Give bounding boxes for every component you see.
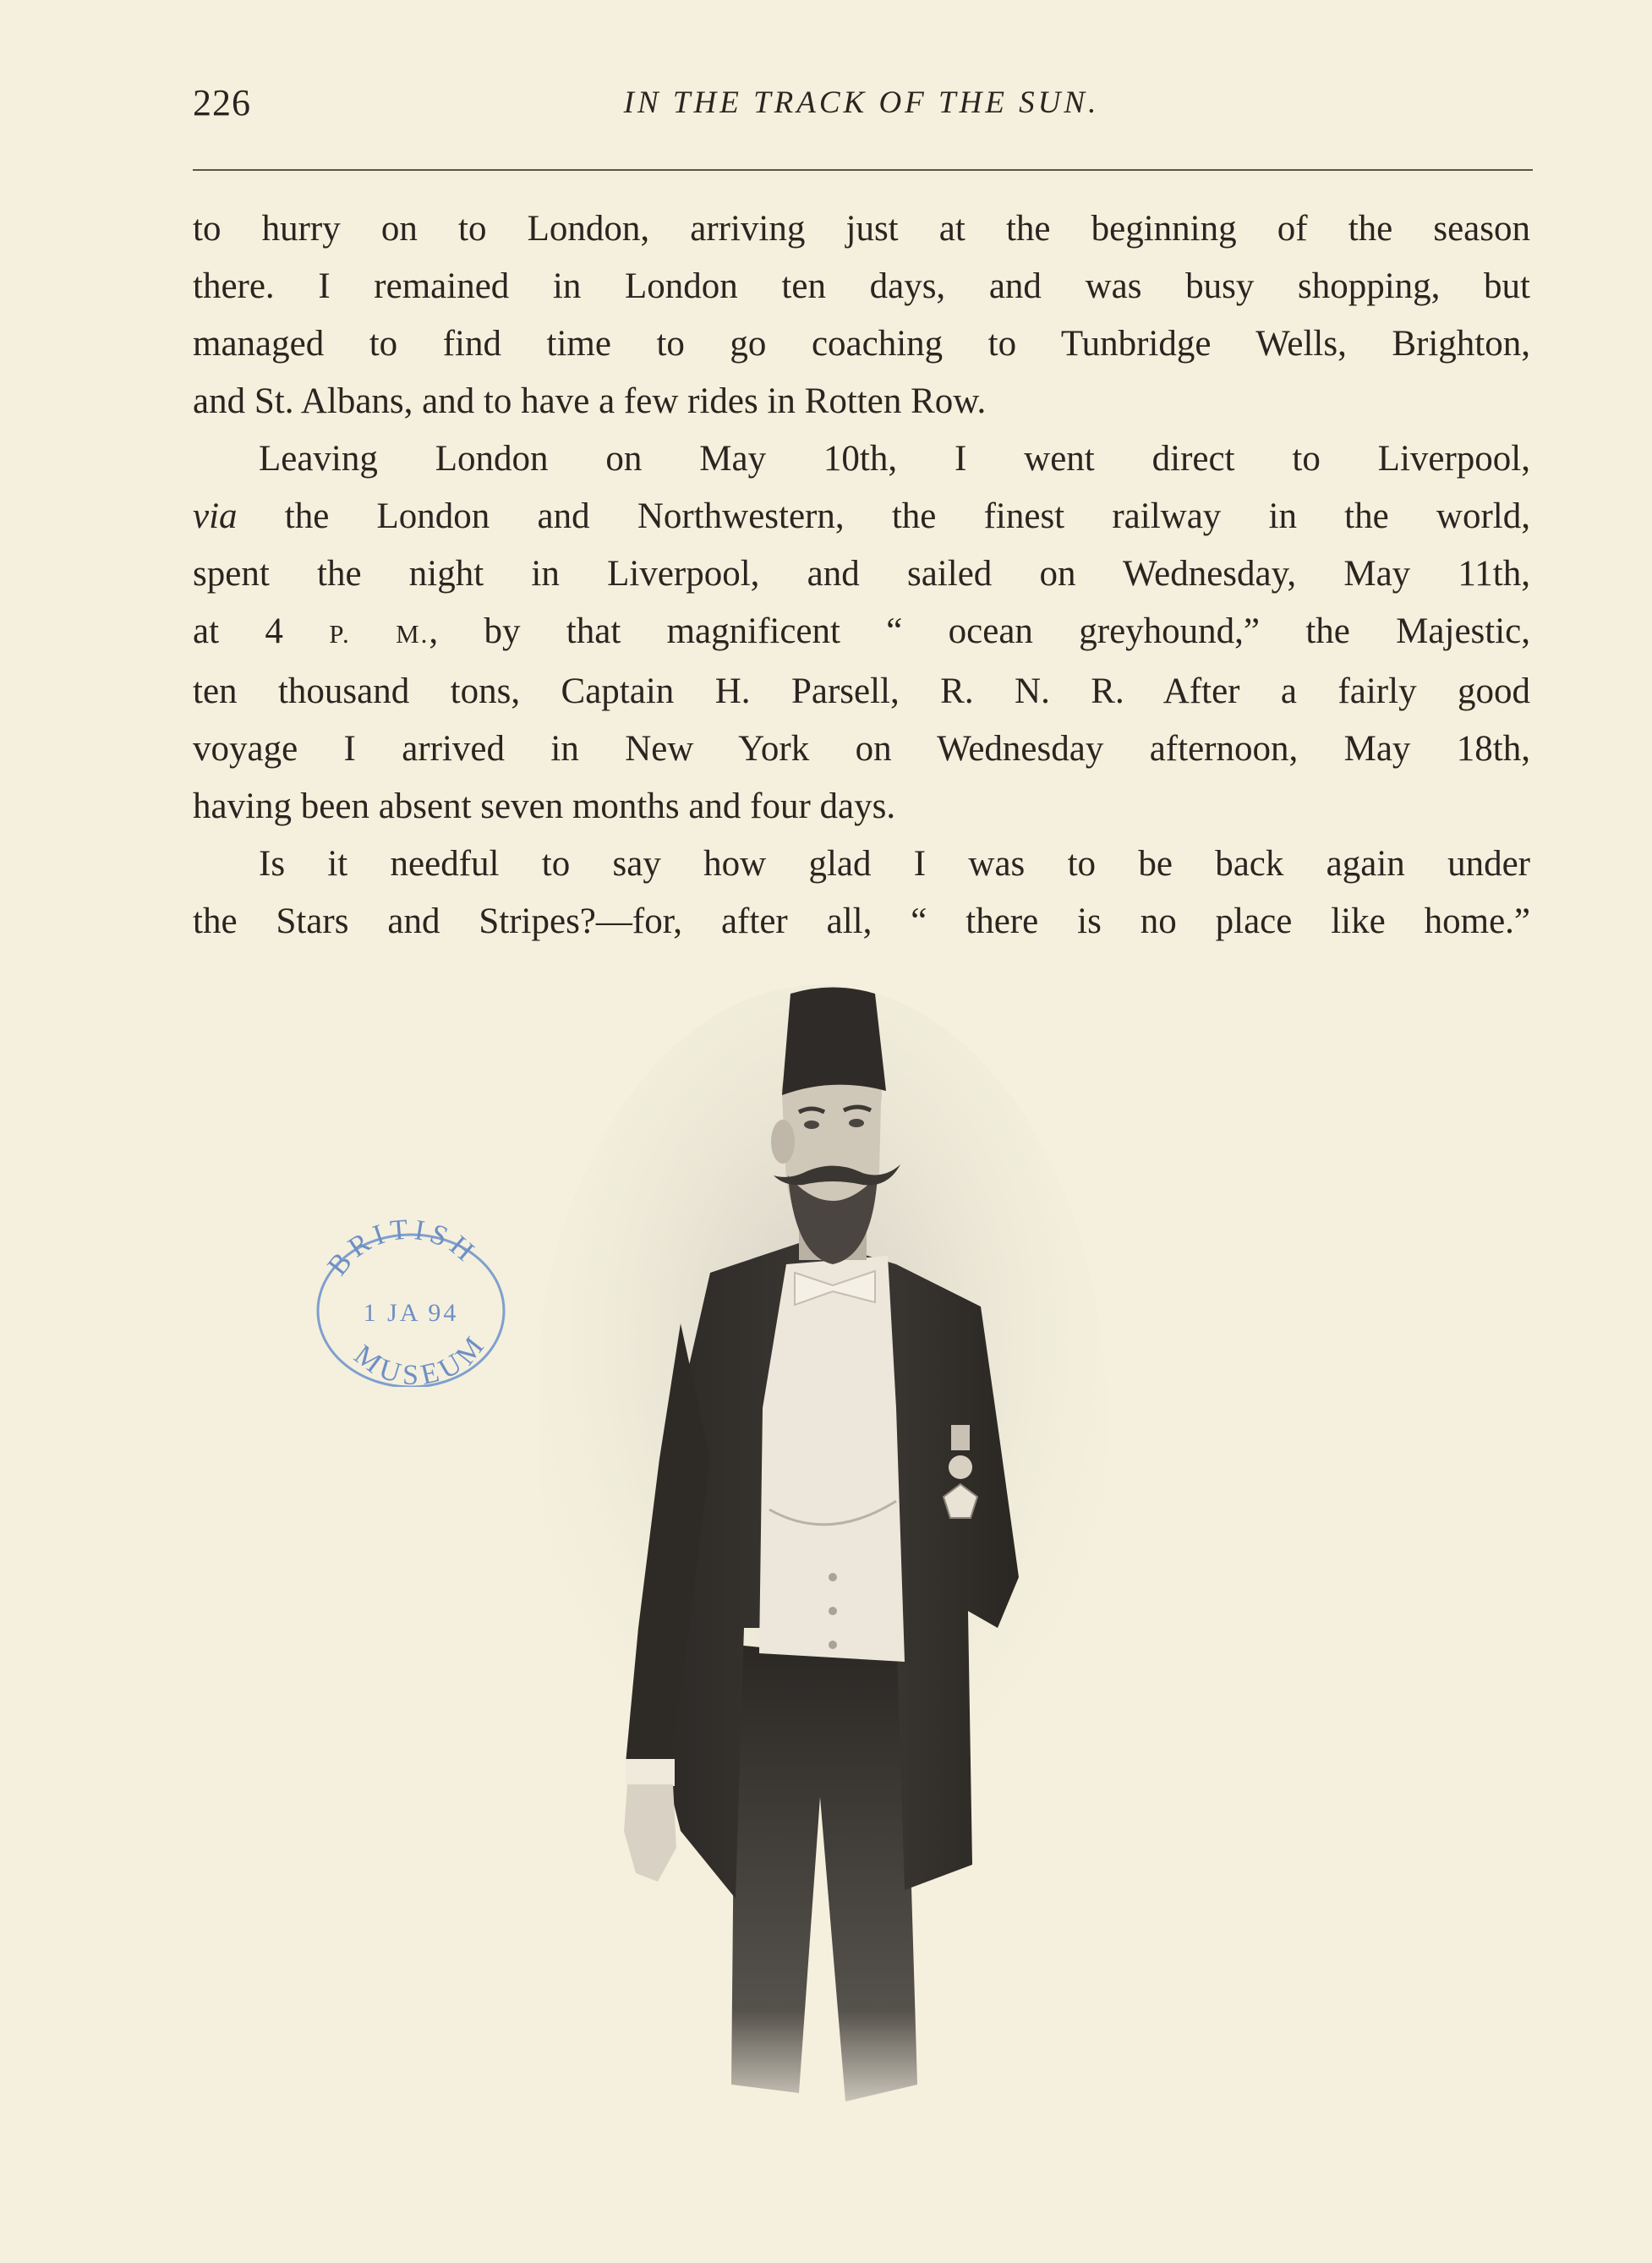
white-waistcoat [759, 1256, 905, 1662]
eye [849, 1119, 864, 1127]
hand [624, 1784, 676, 1882]
text-line: the Stars and Stripes?—for, after all, “ there is no place like home.” [193, 901, 1530, 941]
shirt-cuff [626, 1759, 675, 1786]
text-line: managed to find time to go coaching to Tunbridge Wells, Brighton, [193, 324, 1530, 364]
waistcoat-button [829, 1573, 837, 1581]
text-line: having been absent seven months and four days. [193, 786, 896, 826]
medal [949, 1455, 972, 1479]
stamp-top-text: BRITISH [321, 1218, 484, 1282]
page-number: 226 [193, 82, 251, 123]
stamp-bottom-text: MUSEUM [347, 1327, 494, 1387]
fez [782, 988, 886, 1096]
portrait-photograph [541, 985, 1150, 2144]
paragraph-1 [193, 200, 1530, 430]
library-stamp [311, 1218, 506, 1387]
text-line: voyage I arrived in New York on Wednesday afternoon, May 18th, [193, 729, 1530, 769]
text-line: to hurry on to London, arriving just at the beginning of the season [193, 209, 1530, 249]
italic-via: via [193, 496, 238, 536]
text-line: Leaving London on May 10th, I went direct to Liverpool, [259, 439, 1530, 479]
running-title: IN THE TRACK OF THE SUN. [623, 85, 1100, 120]
header-rule [193, 169, 1533, 171]
medal-ribbon [951, 1425, 970, 1450]
eye [804, 1121, 819, 1129]
text-line [193, 488, 1530, 545]
paragraph-2 [193, 430, 1530, 836]
trousers [731, 1645, 917, 2101]
waistcoat-button [829, 1607, 837, 1615]
text-line: there. I remained in London ten days, and was busy shopping, but [193, 266, 1530, 306]
text-line: and St. Albans, and to have a few rides in Rotten Row. [193, 381, 987, 421]
text-run: at 4 [193, 611, 330, 651]
text-run: , by that magnificent “ ocean greyhound,” the Majestic, [429, 611, 1530, 651]
body-text [193, 200, 1530, 951]
paragraph-3 [193, 836, 1530, 951]
stamp-date: 1 JA 94 [363, 1299, 459, 1327]
text-line: spent the night in Liverpool, and sailed on Wednesday, May 11th, [193, 554, 1530, 594]
running-head [193, 81, 1530, 132]
small-caps-pm: P. M. [329, 619, 429, 649]
text-line: Is it needful to say how glad I was to be back again under [259, 844, 1530, 884]
ear [771, 1120, 795, 1164]
waistcoat-button [829, 1641, 837, 1649]
text-line [193, 603, 1530, 663]
text-run: the London and Northwestern, the finest railway in the world, [237, 496, 1530, 536]
text-line: ten thousand tons, Captain H. Parsell, R. N. R. After a fairly good [193, 671, 1530, 711]
